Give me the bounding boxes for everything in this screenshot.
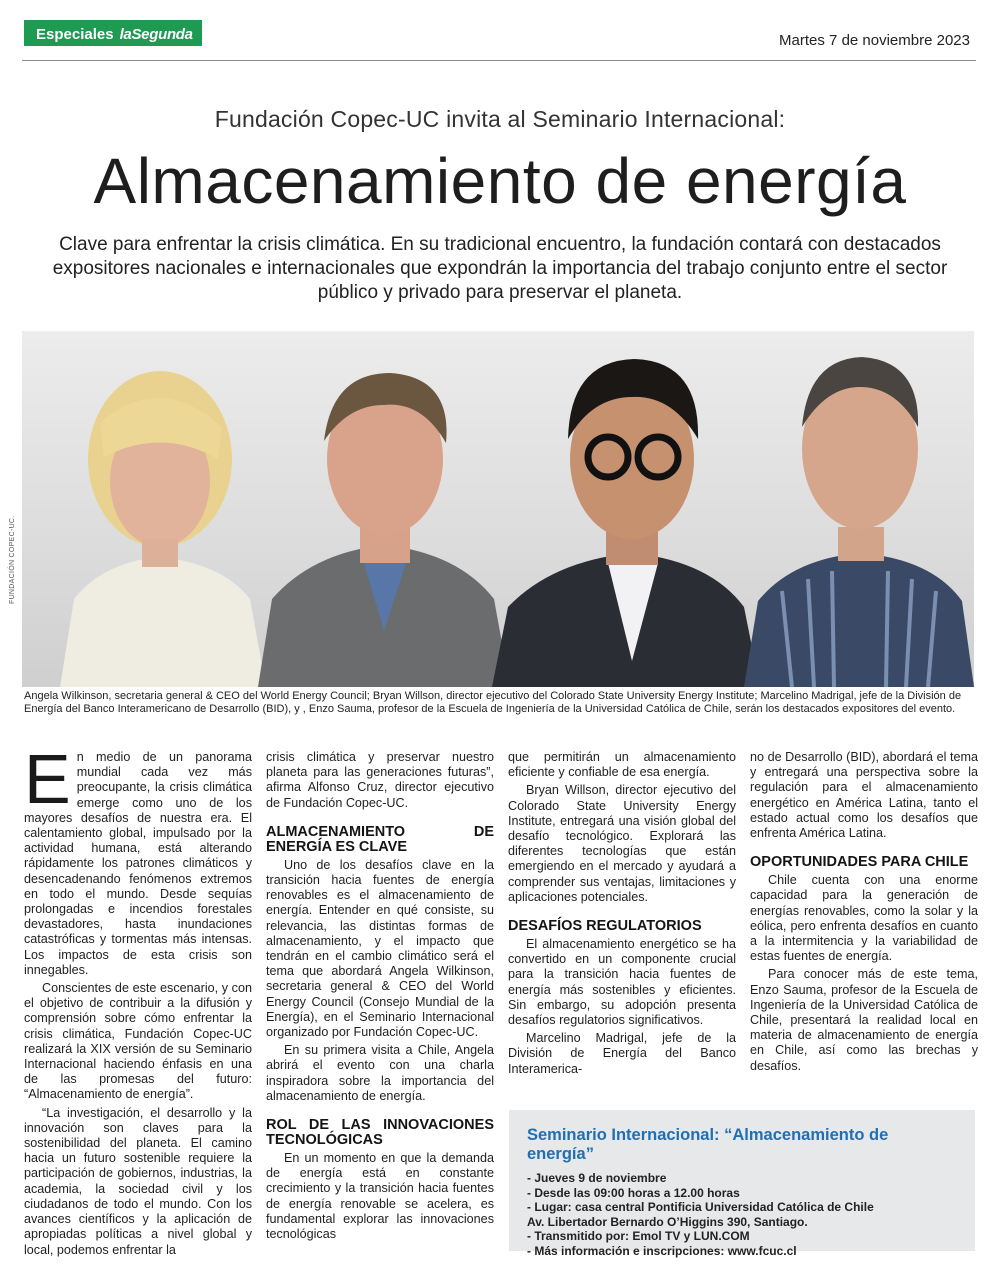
article-paragraph: El almacenamiento energético se ha convertido en un componente crucial para la transición hacia fuentes de energía más sostenibles y eficientes. Sin embargo, su adopción presenta desafíos regulatorios significativos.: [508, 937, 736, 1028]
speakers-illustration: [22, 331, 974, 687]
speaker-portrait-1: [60, 371, 266, 687]
article-paragraph: Para conocer más de este tema, Enzo Sauma, profesor de la Escuela de Ingeniería de la Universidad Católica de Chile, presentará la realidad local en materia de almacenamiento de energía en Chile, así como las brechas y desafíos.: [750, 967, 978, 1073]
section-heading: ROL DE LAS INNOVACIONES TECNOLÓGICAS: [266, 1117, 494, 1149]
event-info-list: [527, 1171, 959, 1258]
article-paragraph: “La investigación, el desarrollo y la innovación son claves para la sostenibilidad del planeta. El camino hacia un futuro sostenible requiere la participación de gobiernos, industrias, la academia, la sociedad civil y los ciudadanos de todo el mundo. Con los avances científicos y la aplicación de apropiadas políticas a nivel global y local, podemos enfrentar la: [24, 1105, 252, 1257]
event-info-item: - Lugar: casa central Pontificia Universidad Católica de Chile: [527, 1200, 874, 1214]
speakers-photo: [22, 331, 974, 687]
event-info-item: - Más información e inscripciones: www.fcuc.cl: [527, 1243, 797, 1258]
paragraph-text: n medio de un panorama mundial cada vez más preocupante, la crisis climática emerge como uno de los mayores desafíos de nuestra era. El calentamiento global, impulsado por la actividad humana, está alterando rápidamente los patrones climáticos y desencadenando fenómenos extremos en todo el mundo. Desde sequías prolongadas e incendios forestales devastadores, hasta inundaciones catastróficas y tormentas más intensas. Los impactos de esta crisis son innegables.: [24, 750, 252, 977]
section-heading: DESAFÍOS REGULATORIOS: [508, 918, 702, 935]
section-brand: [24, 20, 202, 46]
event-info-item: - Transmitido por: Emol TV y LUN.COM: [527, 1229, 750, 1243]
photo-caption: Angela Wilkinson, secretaria general & CEO del World Energy Council; Bryan Willson, director ejecutivo del Colorado State University Energy Institute; Marcelino Madrigal, jefe de la División de Energía del Banco Interamericano de Desarrollo (BID), y , Enzo Sauma, profesor de la Escuela de Ingeniería de la Universidad Católica de Chile, serán los destacados expositores del evento.: [24, 690, 962, 715]
section-name: Especiales: [36, 26, 114, 43]
article-paragraph: Bryan Willson, director ejecutivo del Colorado State University Energy Institute, entregará una visión global del desafío tecnológico. Explorará las diferentes tecnologías que están emergiendo en el mercado y ayudará a comprender sus ventajas, limitaciones y aplicaciones potenciales.: [508, 783, 736, 904]
article-paragraph: En su primera visita a Chile, Angela abrirá el evento con una charla inspiradora sobre la importancia del almacenamiento de energía.: [266, 1043, 494, 1103]
article-column-2: [266, 750, 494, 1245]
article-kicker: Fundación Copec-UC invita al Seminario Internacional:: [214, 106, 786, 132]
article-paragraph: crisis climática y preservar nuestro planeta para las generaciones futuras”, afirma Alfonso Cruz, director ejecutivo de Fundación Copec-UC.: [266, 750, 494, 810]
article-column-3: [508, 750, 736, 1080]
article-paragraph: no de Desarrollo (BID), abordará el tema y entregará una perspectiva sobre la regulación para el almacenamiento energético en América Latina, tanto el estado actual como los desafíos que enfrenta América Latina.: [750, 750, 978, 841]
event-info-title: Seminario Internacional: “Almacenamiento de energía”: [527, 1126, 889, 1163]
event-info-item: - Desde las 09:00 horas a 12.00 horas: [527, 1185, 740, 1200]
article-paragraph: que permitirán un almacenamiento eficiente y confiable de esa energía.: [508, 750, 736, 780]
event-info-box: [509, 1110, 975, 1258]
section-heading: ALMACENAMIENTO DE ENERGÍA ES CLAVE: [266, 823, 494, 855]
article-paragraph: [24, 740, 252, 978]
article-paragraph: Marcelino Madrigal, jefe de la División de Energía del Banco Interamerica-: [508, 1031, 736, 1076]
speaker-portrait-2: [258, 373, 510, 687]
section-heading: OPORTUNIDADES PARA CHILE: [750, 854, 969, 871]
article-column-1: [24, 740, 252, 1261]
masthead: [22, 20, 976, 60]
header-divider: [22, 60, 976, 61]
drop-cap: E: [24, 740, 71, 818]
article-deck: Clave para enfrentar la crisis climática. En su tradicional encuentro, la fundación contará con destacados expositores nacionales e internacionales que expondrán la importancia del trabajo conjunto entre el sector público y privado para preservar el planeta.: [52, 234, 948, 303]
article-paragraph: Chile cuenta con una enorme capacidad para la generación de energías renovables, como la solar y la eólica, pero enfrenta desafíos en cuanto a la intermitencia y la variabilidad de estas fuentes de energía.: [750, 873, 978, 964]
speaker-portrait-4: [744, 357, 974, 687]
article-paragraph: Uno de los desafíos clave en la transición hacia fuentes de energía renovables es el almacenamiento de energía. Entender en qué consiste, su relevancia, las distintas formas de almacenamiento, y el impacto que tendrán en el cambio climático será el tema que abordará Angela Wilkinson, secretaria general & CEO del World Energy Council (Consejo Mundial de la Energía), en el Seminario Internacional organizado por Fundación Copec-UC.: [266, 857, 494, 1040]
article-column-4: [750, 750, 978, 1077]
event-info-item: - Jueves 9 de noviembre: [527, 1171, 667, 1185]
publication-logo: laSegunda: [119, 26, 193, 43]
photo-credit: FUNDACIÓN COPEC-UC.: [9, 515, 16, 604]
issue-date: Martes 7 de noviembre 2023: [779, 32, 970, 49]
event-info-item: Av. Libertador Bernardo O’Higgins 390, Santiago.: [527, 1214, 808, 1229]
article-paragraph: En un momento en que la demanda de energía está en constante crecimiento y la transición hacia fuentes de energía renovable se acelera, es fundamental explorar las innovaciones tecnológicas: [266, 1151, 494, 1242]
article-title: Almacenamiento de energía: [93, 145, 907, 217]
speaker-portrait-3: [492, 359, 760, 687]
article-paragraph: Conscientes de este escenario, y con el objetivo de contribuir a la difusión y comprensión sobre cómo enfrentar la crisis climática, Fundación Copec-UC realizará la XIX versión de su Seminario Internacional haciendo énfasis en una de las promesas del futuro: “Almacenamiento de energía”.: [24, 981, 252, 1102]
